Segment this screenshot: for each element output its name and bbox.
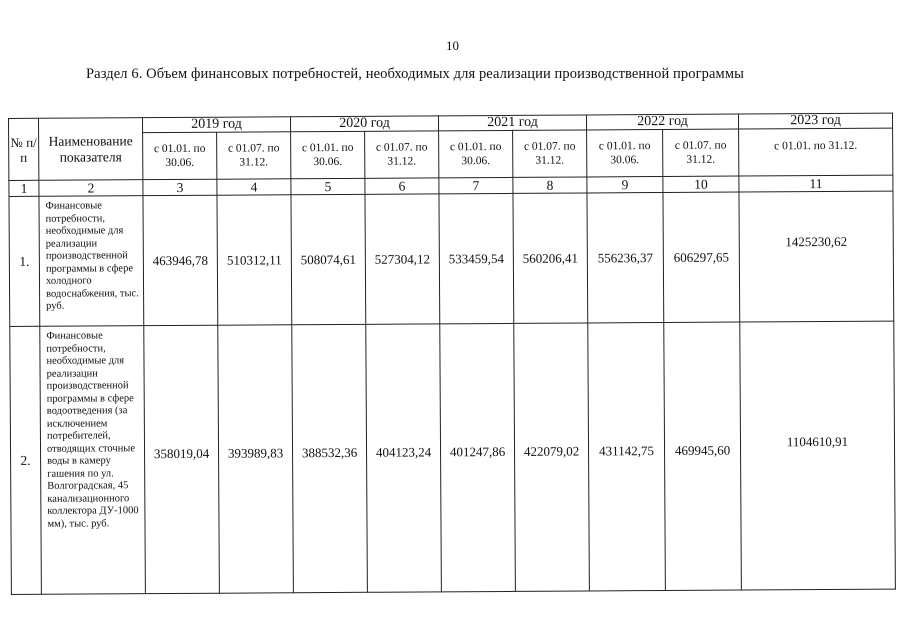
period-header: с 01.01. по 31.12. bbox=[739, 128, 893, 176]
period-header: с 01.01. по 30.06. bbox=[439, 130, 513, 177]
period-header: с 01.07. по 31.12. bbox=[663, 129, 739, 176]
value-cell: 508074,61 bbox=[291, 194, 366, 324]
row-description: Финансовые потребности, необходимые для реализации производственной программы в сфере холодного водоснабжения, тыс. руб. bbox=[39, 196, 144, 327]
table-row bbox=[9, 191, 894, 326]
column-index: 7 bbox=[439, 177, 513, 193]
table-row bbox=[10, 321, 896, 594]
period-header: с 01.07. по 31.12. bbox=[513, 130, 587, 177]
period-header: с 01.01. по 30.06. bbox=[587, 130, 663, 177]
column-index: 10 bbox=[663, 176, 739, 192]
value-cell: 560206,41 bbox=[513, 193, 588, 323]
column-index: 2 bbox=[39, 180, 143, 197]
column-index: 5 bbox=[291, 178, 365, 194]
year-header: 2020 год bbox=[290, 116, 438, 132]
value-cell: 1425230,62 bbox=[739, 191, 894, 322]
value-cell: 510312,11 bbox=[217, 195, 292, 325]
value-cell: 533459,54 bbox=[439, 193, 514, 323]
value-cell: 469945,60 bbox=[664, 322, 742, 590]
column-index: 3 bbox=[143, 179, 217, 195]
value-cell: 401247,86 bbox=[440, 323, 516, 591]
value-cell: 431142,75 bbox=[588, 322, 666, 590]
value-cell: 393989,83 bbox=[218, 325, 294, 593]
period-header: с 01.01. по 30.06. bbox=[291, 131, 365, 178]
value-cell: 606297,65 bbox=[663, 192, 740, 322]
column-index: 4 bbox=[217, 179, 291, 195]
value-cell: 358019,04 bbox=[144, 325, 220, 593]
year-header: 2023 год bbox=[738, 113, 892, 129]
value-cell: 388532,36 bbox=[292, 324, 368, 592]
row-description: Финансовые потребности, необходимые для реализации производственной программы в сфере водоотведения (за исключением потребителей, отводящих сточные воды в камеру гашения по ул. Волгоградская, 45 канализационного коллектора ДУ-1000 мм), тыс. руб. bbox=[40, 326, 146, 595]
value-cell: 404123,24 bbox=[366, 324, 442, 592]
value-cell: 463946,78 bbox=[143, 195, 218, 325]
value-cell: 1104610,91 bbox=[740, 321, 896, 590]
period-header: с 01.07. по 31.12. bbox=[217, 132, 291, 179]
year-header: 2022 год bbox=[586, 114, 738, 130]
year-header: 2021 год bbox=[438, 115, 586, 131]
value-cell: 527304,12 bbox=[365, 194, 440, 324]
period-header: с 01.07. по 31.12. bbox=[365, 131, 439, 178]
column-index: 1 bbox=[9, 180, 39, 196]
section-title: Раздел 6. Объем финансовых потребностей, необходимых для реализации производственной программы bbox=[86, 66, 744, 82]
financial-needs-table bbox=[8, 113, 896, 595]
row-number: 1. bbox=[9, 196, 40, 326]
period-header: с 01.01. по 30.06. bbox=[143, 132, 217, 179]
year-header: 2019 год bbox=[143, 117, 291, 133]
column-index: 11 bbox=[739, 175, 893, 192]
header-name: Наименование показателя bbox=[39, 118, 143, 181]
column-index: 6 bbox=[365, 178, 439, 194]
value-cell: 556236,37 bbox=[587, 193, 664, 323]
column-index: 8 bbox=[513, 177, 587, 193]
column-index: 9 bbox=[587, 177, 663, 193]
page-number: 10 bbox=[446, 38, 459, 53]
header-num: № п/п bbox=[9, 118, 39, 180]
value-cell: 422079,02 bbox=[514, 323, 590, 591]
row-number: 2. bbox=[10, 326, 42, 594]
